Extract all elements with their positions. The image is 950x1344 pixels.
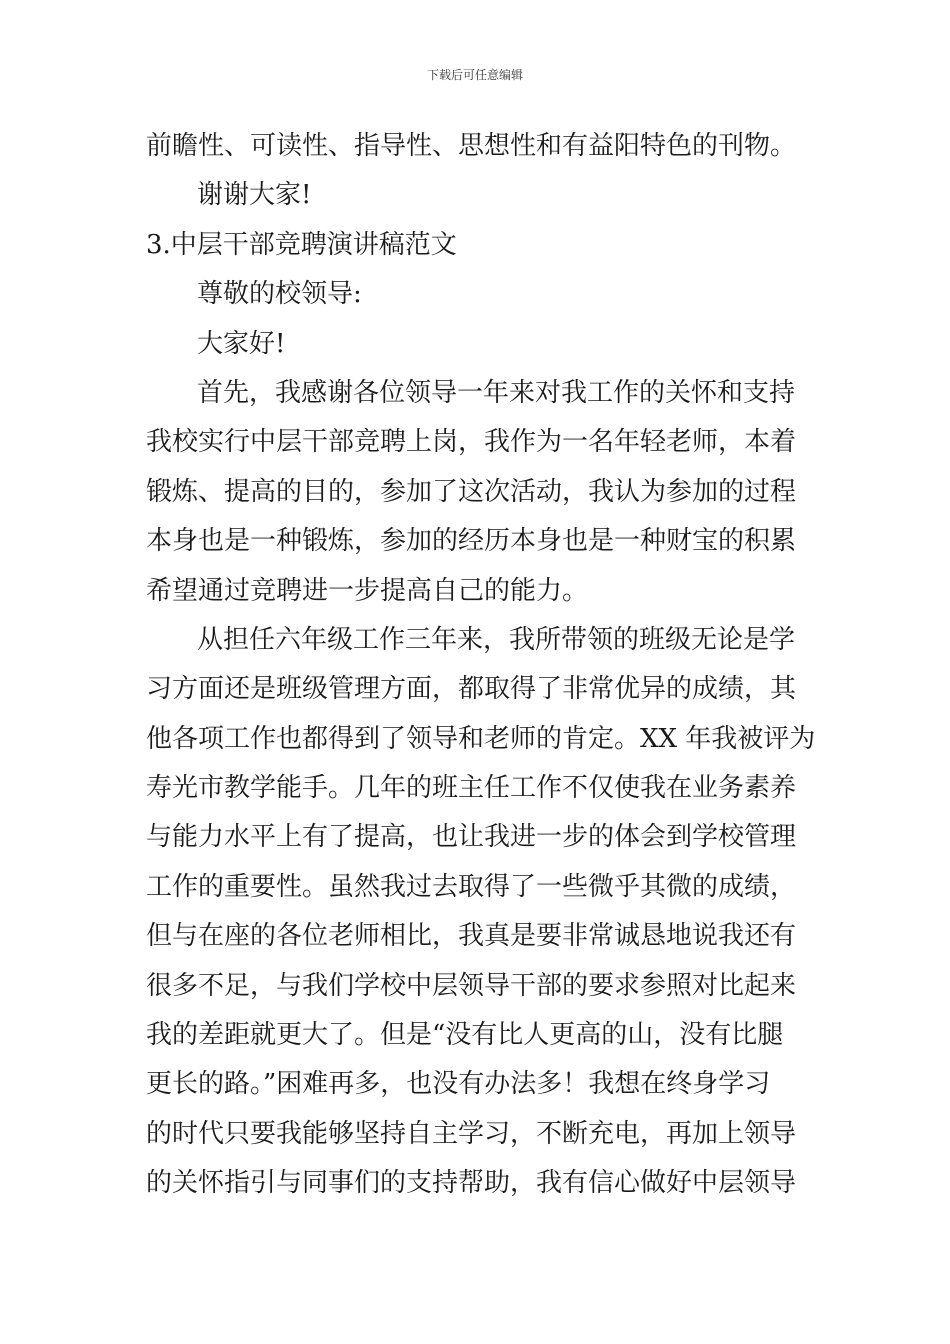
text-line: 希望通过竞聘进一步提高自己的能力。 — [146, 575, 589, 606]
text-line: 谢谢大家! — [197, 180, 312, 211]
text-line: 与能力水平上有了提高，也让我进一步的体会到学校管理 — [146, 822, 797, 853]
page-header: 下载后可任意编辑 — [426, 68, 523, 82]
document-body — [146, 122, 816, 1209]
text-line: 寿光市教学能手。几年的班主任工作不仅使我在业务素养 — [146, 773, 797, 804]
text-line: 的时代只要我能够坚持自主学习，不断充电，再加上领导 — [146, 1118, 797, 1149]
text-line: 习方面还是班级管理方面，都取得了非常优异的成绩，其 — [146, 674, 797, 705]
text-line: 3.中层干部竞聘演讲稿范文 — [146, 229, 457, 260]
text-line: 我的差距就更大了。但是“没有比人更高的山，没有比腿 — [146, 1020, 784, 1051]
text-line: 我校实行中层干部竞聘上岗，我作为一名年轻老师，本着 — [146, 427, 797, 458]
text-line: 大家好! — [197, 328, 286, 359]
text-line: 工作的重要性。虽然我过去取得了一些微乎其微的成绩， — [146, 871, 797, 902]
text-line: 但与在座的各位老师相比，我真是要非常诚恳地说我还有 — [146, 921, 797, 952]
text-line: 前瞻性、可读性、指导性、思想性和有益阳特色的刊物。 — [146, 131, 797, 161]
text-line: 更长的路。”困难再多，也没有办法多！我想在终身学习 — [146, 1069, 771, 1100]
text-line: 尊敬的校领导: — [197, 279, 362, 310]
text-line: 锻炼、提高的目的，参加了这次活动，我认为参加的过程 — [146, 476, 797, 507]
text-line: 的关怀指引与同事们的支持帮助，我有信心做好中层领导 — [146, 1168, 797, 1199]
text-line: 他各项工作也都得到了领导和老师的肯定。XX 年我被评为 — [146, 723, 816, 754]
text-line: 很多不足，与我们学校中层领导干部的要求参照对比起来 — [146, 970, 797, 1001]
text-line: 首先，我感谢各位领导一年来对我工作的关怀和支持 — [197, 377, 796, 408]
text-line: 本身也是一种锻炼，参加的经历本身也是一种财宝的积累 — [146, 526, 797, 557]
text-line: 从担任六年级工作三年来，我所带领的班级无论是学 — [197, 624, 796, 655]
